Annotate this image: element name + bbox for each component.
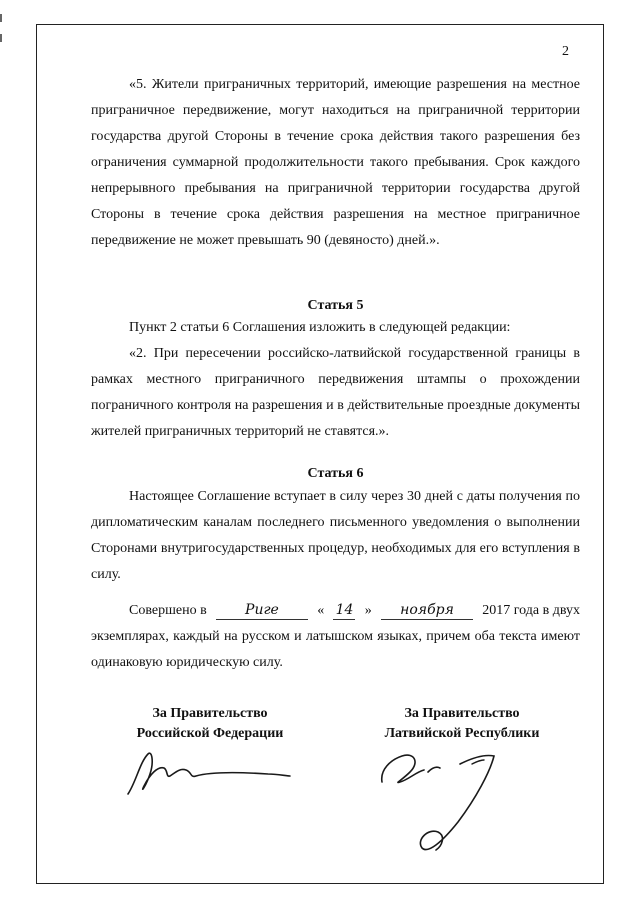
russia-signatory-block <box>120 704 300 744</box>
latvia-signatory-line1: За Правительство <box>404 706 520 721</box>
done-clause-line <box>129 598 580 624</box>
done-clause-continuation: экземплярах, каждый на русском и латышском языках, причем оба текста имеют одинаковую юридическую силу. <box>91 629 580 670</box>
article5-intro: Пункт 2 статьи 6 Соглашения изложить в следующей редакции: <box>129 320 511 335</box>
year-text: 2017 года в двух <box>482 603 580 618</box>
latvia-signatory-block <box>372 704 552 744</box>
page-number: 2 <box>562 44 569 59</box>
done-prefix: Совершено в <box>129 603 207 618</box>
russia-signature <box>118 742 298 802</box>
russia-signatory-line2: Российской Федерации <box>136 726 284 741</box>
month-field: ноября <box>381 601 473 620</box>
article5-quoted-paragraph: «2. При пересечении российско-латвийской государственной границы в рамках местного приграничного передвижения штампы о прохождении пограничного контроля на разрешения и в действительные проездные документы жителей приграничных территорий не ставятся.». <box>91 346 580 439</box>
place-field: Риге <box>216 601 308 620</box>
latvia-signature <box>372 742 532 862</box>
article6-paragraph: Настоящее Соглашение вступает в силу через 30 дней с даты получения по дипломатическим каналам последнего письменного уведомления о выполнении Сторонами внутригосударственных процедур, необходимых для его вступления в силу. <box>91 489 580 582</box>
article6-heading: Статья 6 <box>307 466 364 481</box>
date-quote-open: « <box>317 603 325 618</box>
left-edge-mark <box>0 34 2 42</box>
russia-signatory-line1: За Правительство <box>152 706 268 721</box>
article5-heading: Статья 5 <box>307 298 364 313</box>
left-edge-mark <box>0 14 2 22</box>
latvia-signatory-line2: Латвийской Республики <box>384 726 540 741</box>
date-quote-close: » <box>364 603 372 618</box>
day-field: 14 <box>333 601 355 620</box>
article4-quoted-paragraph: «5. Жители приграничных территорий, имеющие разрешения на местное приграничное передвижение, могут находиться на приграничной территории государства другой Стороны в течение срока действия такого разрешения без ограничения суммарной продолжительности такого пребывания. Срок каждого непрерывного пребывания на приграничной территории государства другой Стороны в течение срока действия разрешения на местное приграничное передвижение не может превышать 90 (девяносто) дней.». <box>91 77 580 248</box>
